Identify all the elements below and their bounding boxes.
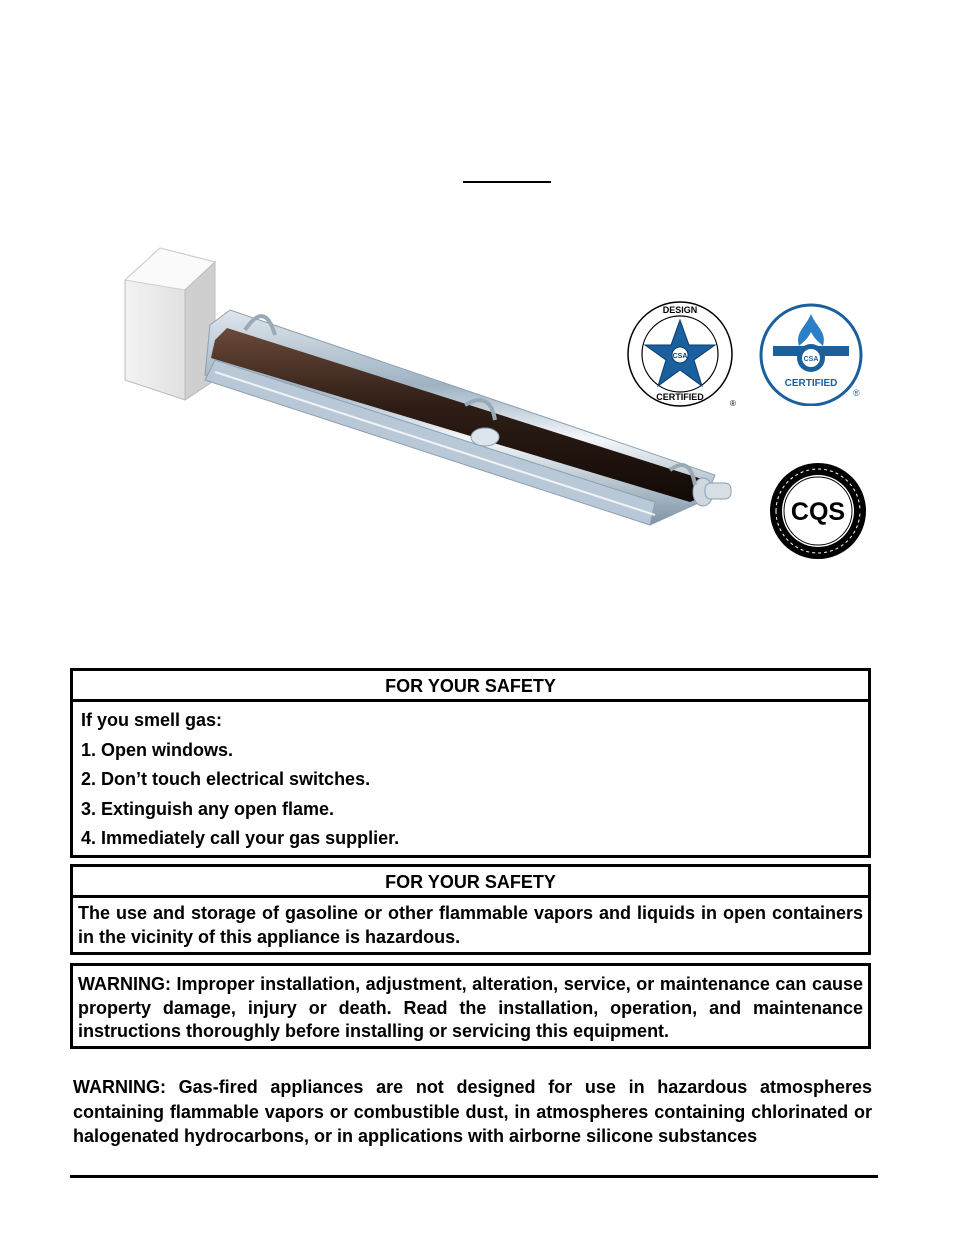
title-underline bbox=[463, 181, 551, 183]
warning-box-installation bbox=[70, 963, 871, 1049]
design-certified-logo bbox=[626, 300, 738, 408]
svg-text:CQS: CQS bbox=[790, 498, 846, 526]
svg-text:CSA: CSA bbox=[672, 353, 688, 360]
safety-line: 3. Extinguish any open flame. bbox=[81, 798, 335, 819]
warning-box-text: WARNING: Improper installation, adjustment, alteration, service, or maintenance can cause property damage, injury or death. Read the installation, operation, and maintenance instructions thoroughly before installing or servicing this equipment. bbox=[78, 974, 863, 1041]
certified-logo bbox=[757, 302, 867, 406]
svg-text:CERTIFIED: CERTIFIED bbox=[784, 378, 838, 389]
svg-text:CSA: CSA bbox=[803, 356, 819, 363]
svg-text:®: ® bbox=[730, 399, 736, 408]
safety-line: If you smell gas: bbox=[81, 710, 223, 730]
warning-hazardous-atmospheres: WARNING: Gas-fired appliances are not designed for use in hazardous atmospheres containing flammable vapors or combustible dust, in atmospheres containing chlorinated or halogenated hydrocarbons, or in applications with airborne silicone substances bbox=[73, 1077, 872, 1146]
safety-line: 4. Immediately call your gas supplier. bbox=[81, 828, 400, 848]
safety-box-flammable bbox=[70, 864, 871, 955]
safety-line: 2. Don’t touch electrical switches. bbox=[81, 769, 371, 789]
safety-line: 1. Open windows. bbox=[81, 739, 234, 760]
safety-box-text: The use and storage of gasoline or other flammable vapors and liquids in open containers in the vicinity of this appliance is hazardous. bbox=[78, 903, 863, 947]
safety-box-header: FOR YOUR SAFETY bbox=[73, 867, 868, 898]
safety-box-header: FOR YOUR SAFETY bbox=[73, 671, 868, 702]
safety-box-gas-smell bbox=[70, 668, 871, 858]
svg-text:DESIGN: DESIGN bbox=[662, 305, 698, 315]
svg-text:®: ® bbox=[853, 388, 860, 398]
cqs-logo bbox=[766, 459, 870, 563]
warning-underline bbox=[70, 1175, 878, 1178]
svg-text:CERTIFIED: CERTIFIED bbox=[656, 392, 704, 402]
